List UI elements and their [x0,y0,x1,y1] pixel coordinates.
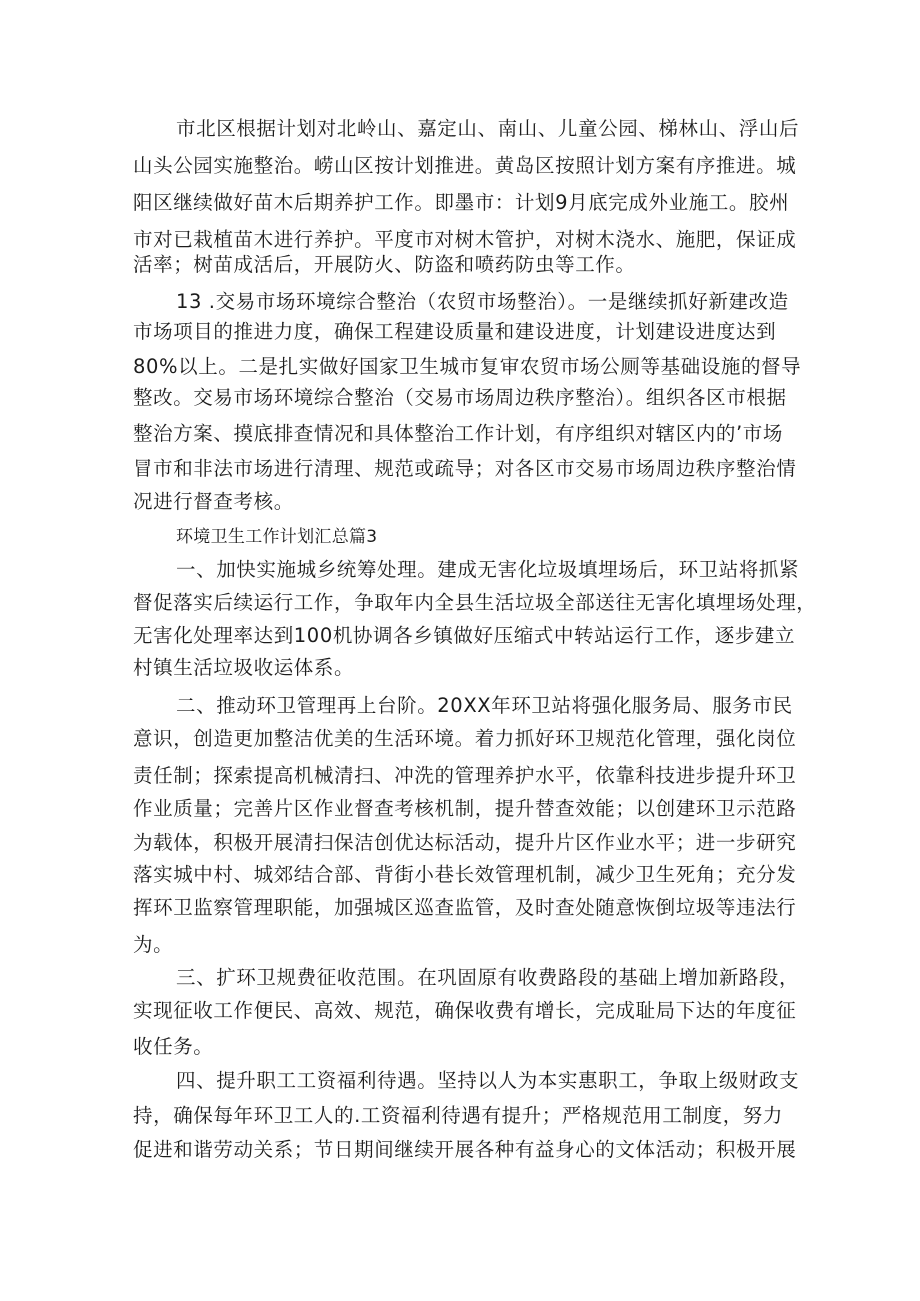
section-heading: 环境卫生工作计划汇总篇3 [176,527,378,547]
paragraph-3-line-2: 督促落实后续运行工作，争取年内全县生活垃圾全部送往无害化填埋场处理， [133,591,817,614]
paragraph-2-line-4: 整改。交易市场环境综合整治（交易市场周边秩序整治）。组织各区市根据 [133,386,787,409]
paragraph-4-line-5: 为载体，积极开展清扫保洁创优达标活动，提升片区作业水平；进一步研究 [133,831,797,854]
paragraph-5-line-1: 三、扩环卫规费征收范围。在巩固原有收费路段的基础上增加新路段， [176,966,800,989]
paragraph-5-line-2: 实现征收工作便民、高效、规范，确保收费有增长，完成耻局下达的年度征 [133,999,797,1022]
paragraph-6-line-3: 促进和谐劳动关系；节日期间继续开展各种有益身心的文体活动；积极开展 [133,1138,797,1161]
paragraph-1-line-2: 山头公园实施整治。崂山区按计划推进。黄岛区按照计划方案有序推进。城 [133,154,797,177]
paragraph-2-line-5: 整治方案、摸底排查情况和具体整治工作计划，有序组织对辖区内的’市场 [133,422,783,445]
paragraph-1-line-3: 阳区继续做好苗木后期养护工作。即墨市：计划9月底完成外业施工。胶州 [133,191,790,214]
paragraph-2-line-2: 市场项目的推进力度，确保工程建设质量和建设进度，计划建设进度达到 [133,320,777,343]
paragraph-4-line-2: 意识，创造更加整洁优美的生活环境。着力抓好环卫规范化管理，强化岗位 [133,727,797,750]
paragraph-3-line-3: 无害化处理率达到100机协调各乡镇做好压缩式中转站运行工作，逐步建立 [133,624,796,647]
paragraph-3-line-4: 村镇生活垃圾收运体系。 [133,656,355,679]
paragraph-2-line-6: 冒市和非法市场进行清理、规范或疏导；对各区市交易市场周边秩序整治情 [133,457,797,480]
paragraph-1-line-1: 市北区根据计划对北岭山、嘉定山、南山、儿童公园、梯林山、浮山后 [176,117,800,140]
paragraph-1-line-5: 活率；树苗成活后，开展防火、防盗和喷药防虫等工作。 [133,253,636,276]
paragraph-5-line-3: 收任务。 [133,1035,214,1058]
paragraph-3-line-1: 一、加快实施城乡统筹处理。建成无害化垃圾填埋场后，环卫站将抓紧 [176,558,800,581]
paragraph-4-line-1: 二、推动环卫管理再上台阶。20XX年环卫站将强化服务局、服务市民 [176,694,793,717]
paragraph-4-line-7: 挥环卫监察管理职能，加强城区巡查监管，及时查处随意恢倒垃圾等违法行 [133,896,797,919]
paragraph-2-line-3: 80%以上。二是扎实做好国家卫生城市复审农贸市场公厕等基础设施的督导 [133,355,802,378]
paragraph-4-line-4: 作业质量；完善片区作业督查考核机制，提升替查效能；以创建环卫示范路 [133,797,797,820]
paragraph-2-line-1: 13 .交易市场环境综合整治（农贸市场整治）。一是继续抓好新建改造 [176,290,789,313]
paragraph-4-line-6: 落实城中村、城郊结合部、背街小巷长效管理机制，减少卫生死角；充分发 [133,863,797,886]
paragraph-6-line-1: 四、提升职工工资福利待遇。坚持以人为本实惠职工，争取上级财政支 [176,1069,800,1092]
paragraph-2-line-7: 况进行督查考核。 [133,490,294,513]
paragraph-4-line-8: 为。 [133,933,174,956]
paragraph-6-line-2: 持，确保每年环卫工人的.工资福利待遇有提升；严格规范用工制度，努力 [133,1104,783,1127]
paragraph-1-line-4: 市对已栽植苗木进行养护。平度市对树木管护，对树木浇水、施肥，保证成 [133,228,797,251]
paragraph-4-line-3: 责任制；探索提高机械清扫、冲洗的管理养护水平，依靠科技进步提升环卫 [133,764,797,787]
